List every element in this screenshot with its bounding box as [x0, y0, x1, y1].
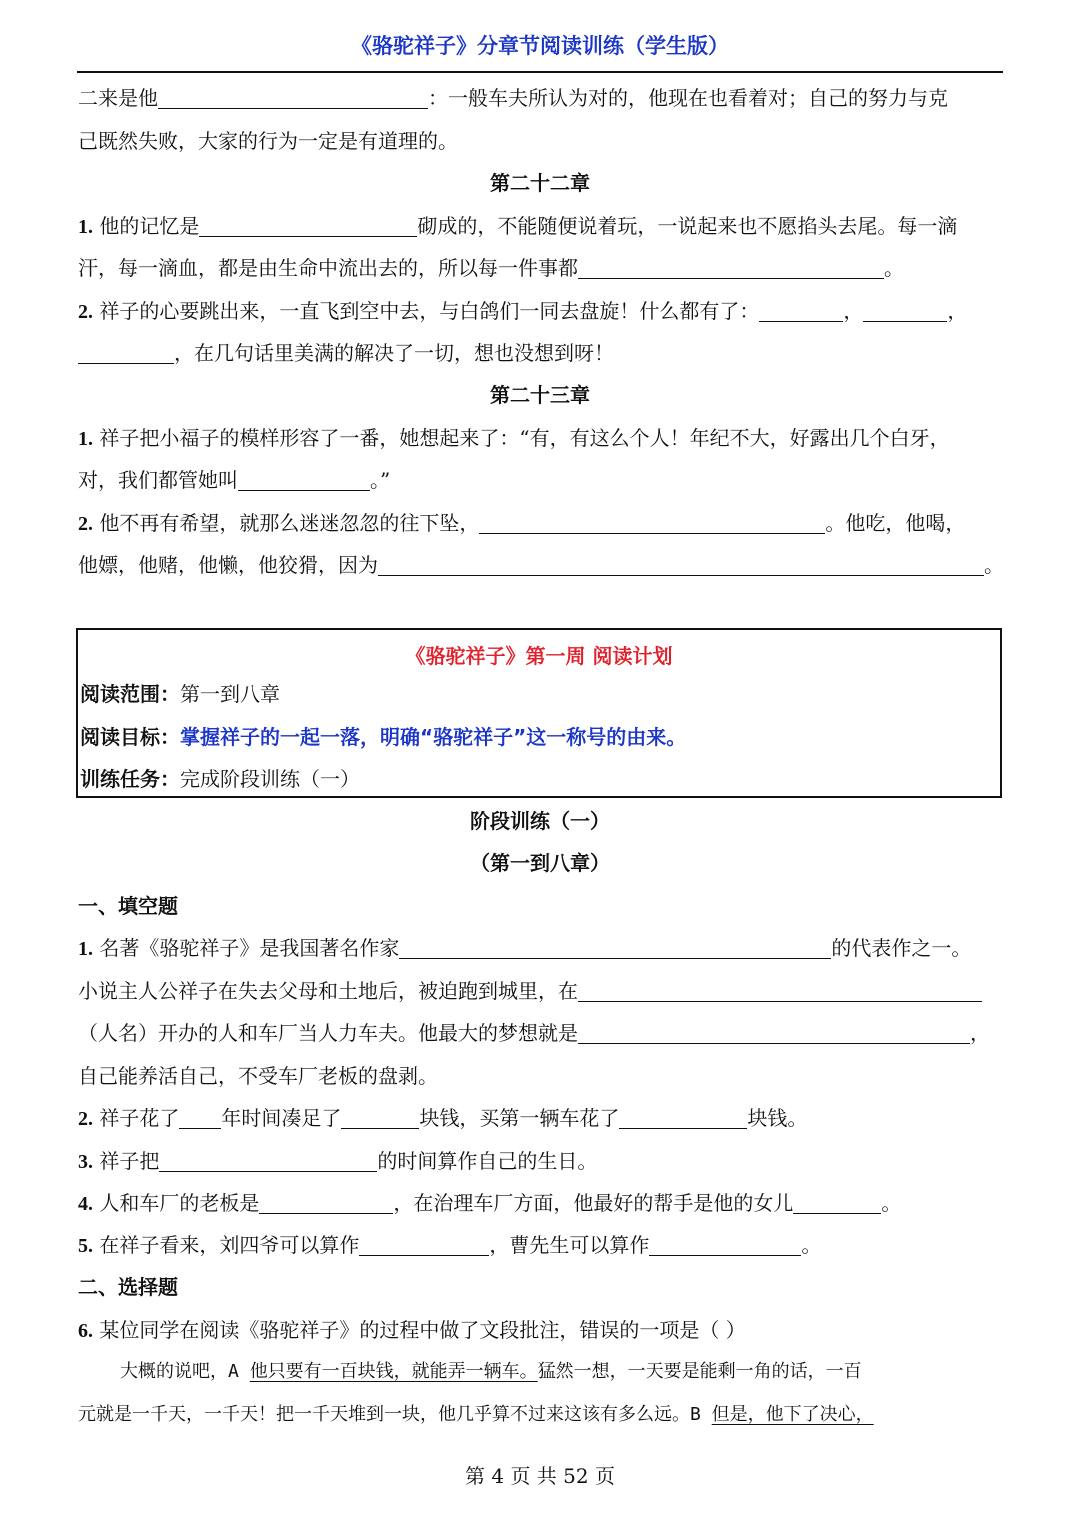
text: 年时间凑足了 [221, 1106, 342, 1130]
text: 他不再有希望，就那么迷迷忽忽的往下坠， [93, 511, 480, 535]
ch22-q2-line-1 [78, 297, 1004, 326]
text: 的时间算作自己的生日。 [377, 1149, 598, 1173]
annotated-text-a: 他只要有一百块钱，就能弄一辆车。 [249, 1361, 538, 1382]
training-task-row [80, 765, 360, 793]
training-task-label: 训练任务： [80, 767, 180, 791]
intro-line-1 [78, 84, 1004, 112]
text: 砌成的，不能随便说着玩，一说起来也不愿掐头去尾。每一滴 [417, 214, 958, 238]
answer-blank[interactable] [578, 979, 982, 1002]
stage-training-title: 阶段训练（一） [470, 809, 610, 833]
page-footer: 第 4 页 共 52 页 [465, 1464, 615, 1488]
text: 块钱。 [747, 1106, 808, 1130]
excerpt-line-2 [78, 1401, 1004, 1429]
text: 某位同学在阅读《骆驼祥子》的过程中做了文段批注，错误的一项是（ ） [93, 1318, 746, 1342]
q6-line [78, 1316, 1004, 1345]
answer-blank[interactable] [78, 341, 174, 364]
answer-blank[interactable] [793, 1191, 881, 1214]
training-task-value: 完成阶段训练（一） [180, 767, 360, 791]
answer-blank[interactable] [578, 1021, 970, 1044]
chapter-22-heading: 第二十二章 [490, 171, 590, 195]
annotated-text-b: 但是，他下了决心， [711, 1404, 874, 1425]
question-number: 6. [78, 1320, 93, 1342]
text: 。 [801, 1233, 822, 1257]
reading-plan-box [76, 628, 1002, 798]
intro-line-2: 己既然失败，大家的行为一定是有道理的。 [78, 129, 458, 153]
reading-range-label: 阅读范围： [80, 682, 180, 706]
question-number: 2. [78, 301, 93, 323]
text: 对，我们都管她叫 [78, 468, 238, 492]
reading-goal-value: 掌握祥子的一起一落，明确“骆驼祥子”这一称号的由来。 [180, 725, 687, 749]
text: ：一般车夫所认为对的，他现在也看着对；自己的努力与克 [428, 86, 948, 110]
answer-blank[interactable] [399, 936, 831, 959]
ch22-q2-line-2 [78, 339, 1004, 367]
text: ， [843, 299, 864, 323]
text: 祥子花了 [93, 1106, 180, 1130]
text: 。 [984, 553, 1004, 577]
answer-blank[interactable] [619, 1106, 747, 1129]
stage-training-subtitle: （第一到八章） [470, 851, 610, 875]
ch23-q2-line-2 [78, 551, 1004, 579]
text: 。他吃，他喝， [825, 511, 966, 535]
text: 他嫖，他赌，他懒，他狡猾，因为 [78, 553, 378, 577]
answer-blank[interactable] [359, 1233, 489, 1256]
text: ， [947, 299, 968, 323]
text: 在祥子看来，刘四爷可以算作 [93, 1233, 360, 1257]
answer-blank[interactable] [259, 1191, 393, 1214]
header-divider [77, 71, 1003, 73]
answer-blank[interactable] [863, 299, 947, 322]
text: 汗，每一滴血，都是由生命中流出去的，所以每一件事都 [78, 256, 578, 280]
question-number: 1. [78, 216, 93, 238]
question-number: 3. [78, 1151, 93, 1173]
q3-line [78, 1147, 1004, 1176]
chapter-23-heading: 第二十三章 [490, 383, 590, 407]
text: 块钱，买第一辆车花了 [419, 1106, 620, 1130]
ch22-q1-line-2 [78, 254, 1004, 282]
text: 猛然一想，一天要是能剩一角的话，一百 [537, 1361, 862, 1382]
page-header-title: 《骆驼祥子》分章节阅读训练（学生版） [351, 34, 729, 58]
text: ，曹先生可以算作 [489, 1233, 650, 1257]
answer-blank[interactable] [759, 299, 843, 322]
answer-blank[interactable] [158, 86, 428, 109]
text: ，在几句话里美满的解决了一切，想也没想到呀！ [174, 341, 614, 365]
answer-blank[interactable] [479, 511, 825, 534]
answer-blank[interactable] [341, 1106, 419, 1129]
text: 。 [884, 256, 904, 280]
reading-range-row [80, 680, 280, 708]
q4-line [78, 1189, 1004, 1218]
text: 祥子的心要跳出来，一直飞到空中去，与白鸽们一同去盘旋！什么都有了： [93, 299, 760, 323]
text: ，在治理车厂方面，他最好的帮手是他的女儿 [393, 1191, 794, 1215]
text: 的代表作之一。 [831, 936, 972, 960]
question-number: 5. [78, 1235, 93, 1257]
text: 大概的说吧，A [120, 1361, 250, 1382]
q2-line [78, 1104, 1004, 1133]
q1-line-2 [78, 977, 1004, 1005]
answer-blank[interactable] [159, 1149, 377, 1172]
q1-line-4: 自己能养活自己，不受车厂老板的盘剥。 [78, 1064, 438, 1088]
text: 祥子把 [93, 1149, 160, 1173]
text: ， [970, 1021, 990, 1045]
text: 人和车厂的老板是 [93, 1191, 260, 1215]
answer-blank[interactable] [199, 214, 417, 237]
ch23-q1-line-1 [78, 424, 1004, 453]
q5-line [78, 1231, 1004, 1260]
question-number: 2. [78, 1108, 93, 1130]
question-number: 4. [78, 1193, 93, 1215]
section-choice-heading: 二、选择题 [78, 1275, 178, 1299]
reading-goal-row [80, 723, 686, 751]
text: 小说主人公祥子在失去父母和土地后，被迫跑到城里，在 [78, 979, 578, 1003]
answer-blank[interactable] [578, 256, 884, 279]
question-number: 1. [78, 428, 93, 450]
section-fill-in-heading: 一、填空题 [78, 894, 178, 918]
text: （人名）开办的人和车厂当人力车夫。他最大的梦想就是 [78, 1021, 578, 1045]
text: 二来是他 [78, 86, 158, 110]
reading-range-value: 第一到八章 [180, 682, 280, 706]
ch23-q1-line-2 [78, 466, 1004, 494]
ch22-q1-line-1 [78, 212, 1004, 241]
answer-blank[interactable] [238, 468, 370, 491]
ch23-q2-line-1 [78, 509, 1004, 538]
text: 元就是一千天，一千天！把一千天堆到一块，他几乎算不过来这该有多么远。B [78, 1404, 712, 1425]
reading-plan-title: 《骆驼祥子》第一周 阅读计划 [405, 644, 673, 668]
text: 。 [881, 1191, 902, 1215]
answer-blank[interactable] [378, 553, 984, 576]
q1-line-3 [78, 1019, 1004, 1047]
q1-line-1 [78, 934, 1004, 963]
answer-blank[interactable] [649, 1233, 801, 1256]
answer-blank[interactable] [179, 1106, 221, 1129]
excerpt-line-1 [78, 1358, 1004, 1386]
question-number: 2. [78, 513, 93, 535]
text: 名著《骆驼祥子》是我国著名作家 [93, 936, 400, 960]
text: 祥子把小福子的模样形容了一番，她想起来了：“有，有这么个人！年纪不大，好露出几个白牙， [93, 426, 950, 450]
reading-goal-label: 阅读目标： [80, 725, 180, 749]
text: 他的记忆是 [93, 214, 200, 238]
text: 。” [370, 468, 391, 492]
question-number: 1. [78, 938, 93, 960]
